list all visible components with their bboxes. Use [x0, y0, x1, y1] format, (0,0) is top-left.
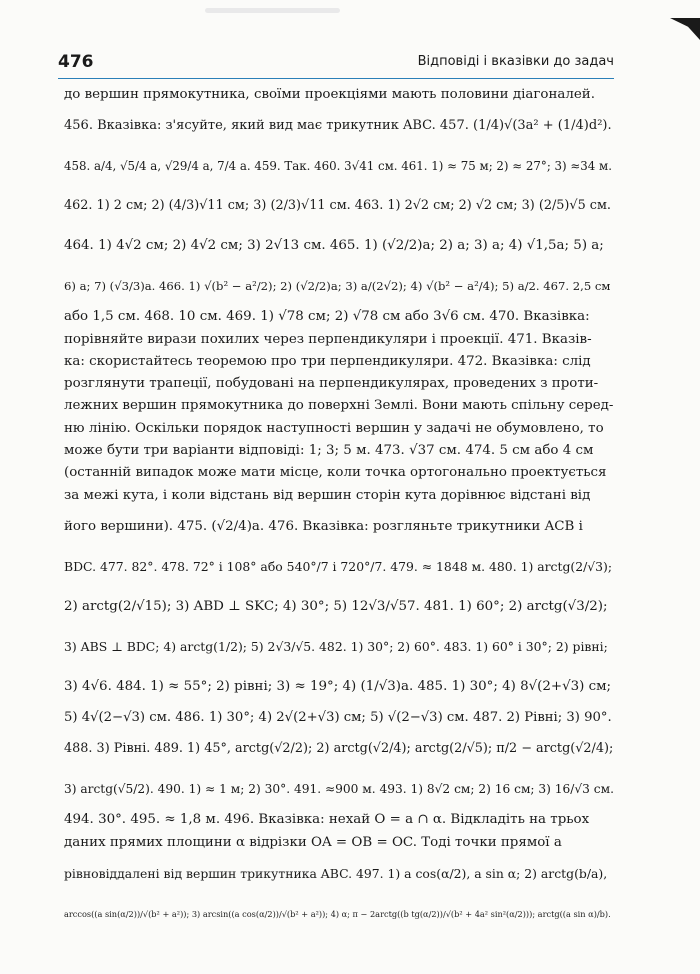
text-line: лежних вершин прямокутника до поверхні Землі. Вони мають спільну серед-: [64, 398, 614, 414]
text-line: 3) ABS ⊥ BDC; 4) arctg(1/2); 5) 2√3/√5. 482. 1) 30°; 2) 60°. 483. 1) 60° і 30°; 2) рівні;: [64, 638, 608, 654]
text-line: 3) arctg(√5/2). 490. 1) ≈ 1 м; 2) 30°. 491. ≈900 м. 493. 1) 8√2 см; 2) 16 см; 3) 16/√3 см.: [64, 782, 614, 797]
text-line: 2) arctg(2/√15); 3) ABD ⊥ SKC; 4) 30°; 5) 12√3/√57. 481. 1) 60°; 2) arctg(√3/2);: [64, 598, 608, 614]
text-line: 3) 4√6. 484. 1) ≈ 55°; 2) рівні; 3) ≈ 19°; 4) (1/√3)a. 485. 1) 30°; 4) 8√(2+√3) см;: [64, 678, 612, 694]
text-line: 462. 1) 2 см; 2) (4/3)√11 см; 3) (2/3)√11 см. 463. 1) 2√2 см; 2) √2 см; 3) (2/5)√5 см.: [64, 198, 611, 214]
text-line: 494. 30°. 495. ≈ 1,8 м. 496. Вказівка: нехай O = a ∩ α. Відкладіть на трьох: [64, 812, 590, 828]
text-line: до вершин прямокутника, своїми проекціями мають половини діагоналей.: [64, 87, 595, 102]
text-line: 5) 4√(2−√3) см. 486. 1) 30°; 4) 2√(2+√3) см; 5) √(2−√3) см. 487. 2) Рівні; 3) 90°.: [64, 709, 612, 725]
text-line: ка: скористайтесь теоремою про три перпендикуляри. 472. Вказівка: слід: [64, 353, 591, 369]
page-corner-mark: [670, 18, 700, 40]
text-line: BDC. 477. 82°. 478. 72° і 108° або 540°/7 і 720°/7. 479. ≈ 1848 м. 480. 1) arctg(2/√3);: [64, 558, 613, 574]
page-header: [58, 48, 614, 78]
text-line: 488. 3) Рівні. 489. 1) 45°, arctg(√2/2); 2) arctg(√2/4); arctg(2/√5); π/2 − arctg(√2/4);: [64, 741, 614, 757]
text-line: порівняйте вирази похилих через перпендикуляри і проекції. 471. Вказів-: [64, 331, 592, 347]
text-line: його вершини). 475. (√2/4)a. 476. Вказівка: розгляньте трикутники ACB і: [64, 518, 583, 534]
page-number: 476: [58, 52, 94, 72]
text-line: 456. Вказівка: з'ясуйте, який вид має трикутник ABC. 457. (1/4)√(3a² + (1/4)d²).: [64, 118, 612, 134]
text-line: може бути три варіанти відповіді: 1; 3; 5 м. 473. √37 см. 474. 5 см або 4 см: [64, 443, 594, 459]
text-line: або 1,5 см. 468. 10 см. 469. 1) √78 см; 2) √78 см або 3√6 см. 470. Вказівка:: [64, 309, 590, 325]
text-line: arccos((a sin(α/2))/√(b² + a²)); 3) arcsin((a cos(α/2))/√(b² + a²)); 4) α; π − 2arctg((b tg(α/2))/√(b² + 4a² sin²(α/2))); arctg((a sin α)/b).: [64, 908, 611, 919]
text-line: (останній випадок може мати місце, коли точка ортогонально проектується: [64, 465, 607, 481]
text-line: 464. 1) 4√2 см; 2) 4√2 см; 3) 2√13 см. 465. 1) (√2/2)a; 2) a; 3) a; 4) √1,5a; 5) a;: [64, 238, 604, 254]
text-line: рівновіддалені від вершин трикутника ABC. 497. 1) a cos(α/2), a sin α; 2) arctg(b/a),: [64, 865, 608, 881]
text-line: 6) a; 7) (√3/3)a. 466. 1) √(b² − a²/2); 2) (√2/2)a; 3) a/(2√2); 4) √(b² − a²/4); 5) a/2. 467. 2,5 см: [64, 279, 611, 294]
text-line: за межі кута, і коли відстань від вершин сторін кута дорівнює відстані від: [64, 487, 591, 503]
header-rule: [58, 78, 614, 79]
text-line: 458. a/4, √5/4 a, √29/4 a, 7/4 a. 459. Так. 460. 3√41 см. 461. 1) ≈ 75 м; 2) ≈ 27°; 3) ≈34 м.: [64, 159, 612, 174]
answers-text: [64, 84, 614, 934]
running-title: Відповіді і вказівки до задач: [417, 54, 614, 69]
text-line: ню лінію. Оскільки порядок наступності вершин у задачі не обумовлено, то: [64, 420, 604, 436]
text-line: розглянути трапеції, побудовані на перпендикулярах, проведених з проти-: [64, 376, 599, 392]
text-line: даних прямих площини α відрізки OA = OB = OC. Тоді точки прямої a: [64, 834, 562, 850]
scan-smudge: [205, 8, 340, 13]
